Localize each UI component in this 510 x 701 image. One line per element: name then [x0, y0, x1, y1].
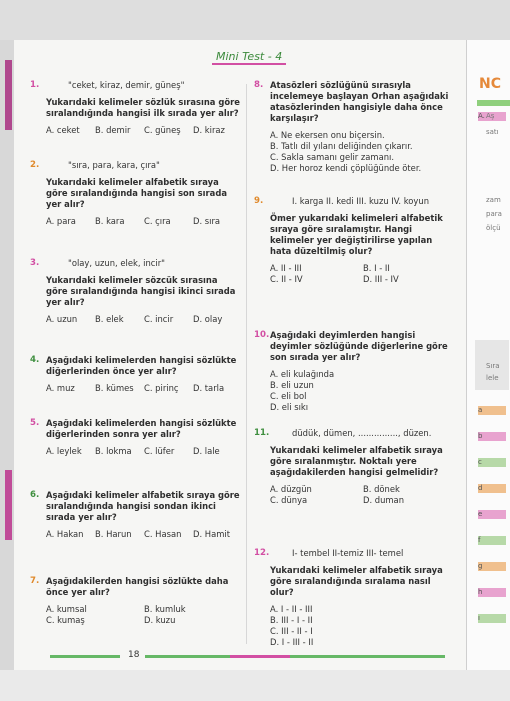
answer-option[interactable]: A. kumsal: [46, 604, 87, 614]
question-number: 9.: [254, 196, 264, 206]
answer-option[interactable]: C. eli bol: [270, 391, 307, 401]
answer-option[interactable]: A. eli kulağında: [270, 369, 335, 379]
answer-option[interactable]: A. leylek: [46, 446, 82, 456]
answer-option[interactable]: B. eli uzun: [270, 380, 314, 390]
question-stem: Yukarıdaki kelimeler alfabetik sıraya göre sıralandığında hangisi son sırada yer alır?: [46, 177, 227, 209]
facing-page-option-badge: b: [478, 432, 506, 441]
answer-option[interactable]: A. Hakan: [46, 529, 84, 539]
answer-option[interactable]: C. III - II - I: [270, 626, 313, 636]
answer-option[interactable]: A. ceket: [46, 125, 80, 135]
options-row: [270, 141, 456, 152]
answer-option[interactable]: B. III - I - II: [270, 615, 313, 625]
answer-option[interactable]: A. düzgün: [270, 484, 312, 494]
question-number: 4.: [30, 355, 40, 365]
answer-option[interactable]: C. Sakla samanı gelir zamanı.: [270, 152, 395, 162]
column-divider: [246, 84, 247, 644]
question-block: [270, 80, 456, 174]
question-prompt-words: "olay, uzun, elek, incir": [68, 258, 166, 268]
options-row: [270, 391, 456, 402]
options-row: [46, 446, 242, 457]
answer-option[interactable]: B. Harun: [95, 529, 132, 539]
question-stem: Ömer yukarıdaki kelimeleri alfabetik sıraya göre sıralamıştır. Hangi kelimeler yer değiştirilirse yapılan hata düzeltilmiş olur?: [270, 213, 443, 256]
facing-page-word: ölçü: [486, 224, 501, 232]
facing-page-bar: [477, 100, 510, 106]
question-stem: Aşağıdaki deyimlerden hangisi deyimler sözlüğünde diğerlerine göre son sırada yer alır?: [270, 330, 448, 362]
answer-option[interactable]: B. I - II: [363, 263, 390, 273]
answer-option[interactable]: D. III - IV: [363, 274, 399, 284]
footer-accent: [230, 655, 290, 658]
question-stem: Aşağıdaki kelimelerden hangisi sözlükte diğerlerinden önce yer alır?: [46, 355, 237, 376]
answer-option[interactable]: B. elek: [95, 314, 124, 324]
facing-page-word: satı: [486, 128, 499, 136]
facing-page-word: Sıra: [486, 362, 500, 370]
question-stem: Aşağıdakilerden hangisi sözlükte daha önce yer alır?: [46, 576, 229, 597]
facing-page-option-badge: g: [478, 562, 506, 571]
answer-option[interactable]: A. Ne ekersen onu biçersin.: [270, 130, 385, 140]
footer-line-left: [50, 655, 120, 658]
options-row: [270, 274, 456, 285]
question-stem: Aşağıdaki kelimeler alfabetik sıraya göre sıralandığında hangisi sondan ikinci sırada yer alır?: [46, 490, 240, 522]
question-block: [46, 418, 242, 457]
answer-option[interactable]: B. kümes: [95, 383, 134, 393]
answer-option[interactable]: A. para: [46, 216, 76, 226]
facing-page-option-badge: a: [478, 406, 506, 415]
answer-option[interactable]: C. dünya: [270, 495, 308, 505]
options-row: [270, 130, 456, 141]
facing-page-option-badge: c: [478, 458, 506, 467]
options-row: [46, 604, 242, 615]
options-row: [270, 263, 456, 274]
question-number: 11.: [254, 428, 270, 438]
question-number: 8.: [254, 80, 264, 90]
answer-option[interactable]: D. duman: [363, 495, 404, 505]
answer-option[interactable]: C. Hasan: [144, 529, 182, 539]
answer-option[interactable]: C. güneş: [144, 125, 181, 135]
options-row: [270, 604, 456, 615]
facing-page-option-badge: A.: [478, 112, 506, 121]
options-row: [270, 637, 456, 648]
magenta-tab-top: [5, 60, 12, 130]
answer-option[interactable]: C. kumaş: [46, 615, 85, 625]
question-block: [46, 490, 242, 540]
answer-option[interactable]: D. olay: [193, 314, 223, 324]
question-block: [270, 548, 456, 648]
facing-page-word: para: [486, 210, 502, 218]
answer-option[interactable]: C. II - IV: [270, 274, 303, 284]
scan-top-margin: [0, 0, 510, 40]
answer-option[interactable]: D. eli sıkı: [270, 402, 309, 412]
answer-option[interactable]: C. lüfer: [144, 446, 175, 456]
facing-page-word: zam: [486, 196, 501, 204]
page-number: 18: [128, 650, 140, 660]
answer-option[interactable]: D. sıra: [193, 216, 221, 226]
question-block: [46, 160, 242, 227]
answer-option[interactable]: C. pirinç: [144, 383, 179, 393]
facing-page-option-badge: e: [478, 510, 506, 519]
options-row: [46, 314, 242, 325]
question-number: 6.: [30, 490, 40, 500]
facing-page-option-badge: f: [478, 536, 506, 545]
answer-option[interactable]: B. kumluk: [144, 604, 186, 614]
question-stem: Yukarıdaki kelimeler alfabetik sıraya göre sıralanmıştır. Noktalı yere aşağıdakilerden hangisi gelmelidir?: [270, 445, 443, 477]
question-block: [46, 355, 242, 394]
answer-option[interactable]: C. incir: [144, 314, 174, 324]
question-block: [270, 428, 456, 506]
question-number: 2.: [30, 160, 40, 170]
options-row: [270, 626, 456, 637]
question-block: [46, 576, 242, 626]
question-block: [270, 330, 456, 413]
question-prompt-words: "sıra, para, kara, çıra": [68, 160, 160, 170]
answer-option[interactable]: D. kiraz: [193, 125, 225, 135]
options-row: [270, 369, 456, 380]
answer-option[interactable]: D. Her horoz kendi çöplüğünde öter.: [270, 163, 422, 173]
facing-page-word: Aş: [486, 112, 495, 120]
answer-option[interactable]: B. demir: [95, 125, 131, 135]
options-row: [270, 615, 456, 626]
question-stem: Yukarıdaki kelimeler sözlük sırasına göre sıralandığında hangisi ilk sırada yer alır?: [46, 97, 240, 118]
options-row: [46, 529, 242, 540]
question-prompt-words: I- tembel II-temiz III- temel: [292, 548, 404, 558]
answer-option[interactable]: D. tarla: [193, 383, 225, 393]
question-prompt-words: düdük, dümen, ..............., düzen.: [292, 428, 432, 438]
question-number: 3.: [30, 258, 40, 268]
options-row: [46, 125, 242, 136]
answer-option[interactable]: B. Tatlı dil yılanı deliğinden çıkarır.: [270, 141, 413, 151]
question-number: 10.: [254, 330, 270, 340]
answer-option[interactable]: D. kuzu: [144, 615, 176, 625]
question-block: [270, 196, 456, 285]
question-number: 12.: [254, 548, 270, 558]
question-prompt-words: I. karga II. kedi III. kuzu IV. koyun: [292, 196, 429, 206]
answer-option[interactable]: A. uzun: [46, 314, 78, 324]
question-block: [46, 80, 242, 136]
answer-option[interactable]: A. I - II - III: [270, 604, 313, 614]
options-row: [46, 216, 242, 227]
options-row: [46, 615, 242, 626]
options-row: [270, 163, 456, 174]
scan-bottom-margin: [0, 670, 510, 701]
answer-option[interactable]: B. lokma: [95, 446, 132, 456]
facing-page-option-badge: ı: [478, 614, 506, 623]
question-stem: Aşağıdaki kelimelerden hangisi sözlükte diğerlerinden sonra yer alır?: [46, 418, 237, 439]
options-row: [270, 402, 456, 413]
facing-page-option-badge: d: [478, 484, 506, 493]
answer-option[interactable]: D. I - III - II: [270, 637, 314, 647]
facing-page-heading: NC: [479, 76, 501, 92]
question-number: 1.: [30, 80, 40, 90]
answer-option[interactable]: D. lale: [193, 446, 220, 456]
question-stem: Atasözleri sözlüğünü sırasıyla incelemeye başlayan Orhan aşağıdaki atasözlerinden hangisiyle daha önce karşılaşır?: [270, 80, 449, 123]
magenta-tab-bottom: [5, 470, 12, 540]
options-row: [46, 383, 242, 394]
answer-option[interactable]: A. muz: [46, 383, 75, 393]
answer-option[interactable]: A. II - III: [270, 263, 302, 273]
facing-page-word: lele: [486, 374, 499, 382]
answer-option[interactable]: D. Hamit: [193, 529, 230, 539]
answer-option[interactable]: B. kara: [95, 216, 125, 226]
answer-option[interactable]: B. dönek: [363, 484, 400, 494]
options-row: [270, 484, 456, 495]
options-row: [270, 495, 456, 506]
options-row: [270, 380, 456, 391]
question-number: 5.: [30, 418, 40, 428]
question-stem: Yukarıdaki kelimeler alfabetik sıraya göre sıralandığında sıralama nasıl olur?: [270, 565, 443, 597]
options-row: [270, 152, 456, 163]
question-prompt-words: "ceket, kiraz, demir, güneş": [68, 80, 185, 90]
question-block: [46, 258, 242, 325]
question-stem: Yukarıdaki kelimeler sözcük sırasına göre sıralandığında hangisi ikinci sırada yer alır?: [46, 275, 236, 307]
footer-line-right: [145, 655, 445, 658]
answer-option[interactable]: C. çıra: [144, 216, 171, 226]
question-number: 7.: [30, 576, 40, 586]
page-title: Mini Test - 4: [212, 50, 286, 65]
facing-page-option-badge: h: [478, 588, 506, 597]
